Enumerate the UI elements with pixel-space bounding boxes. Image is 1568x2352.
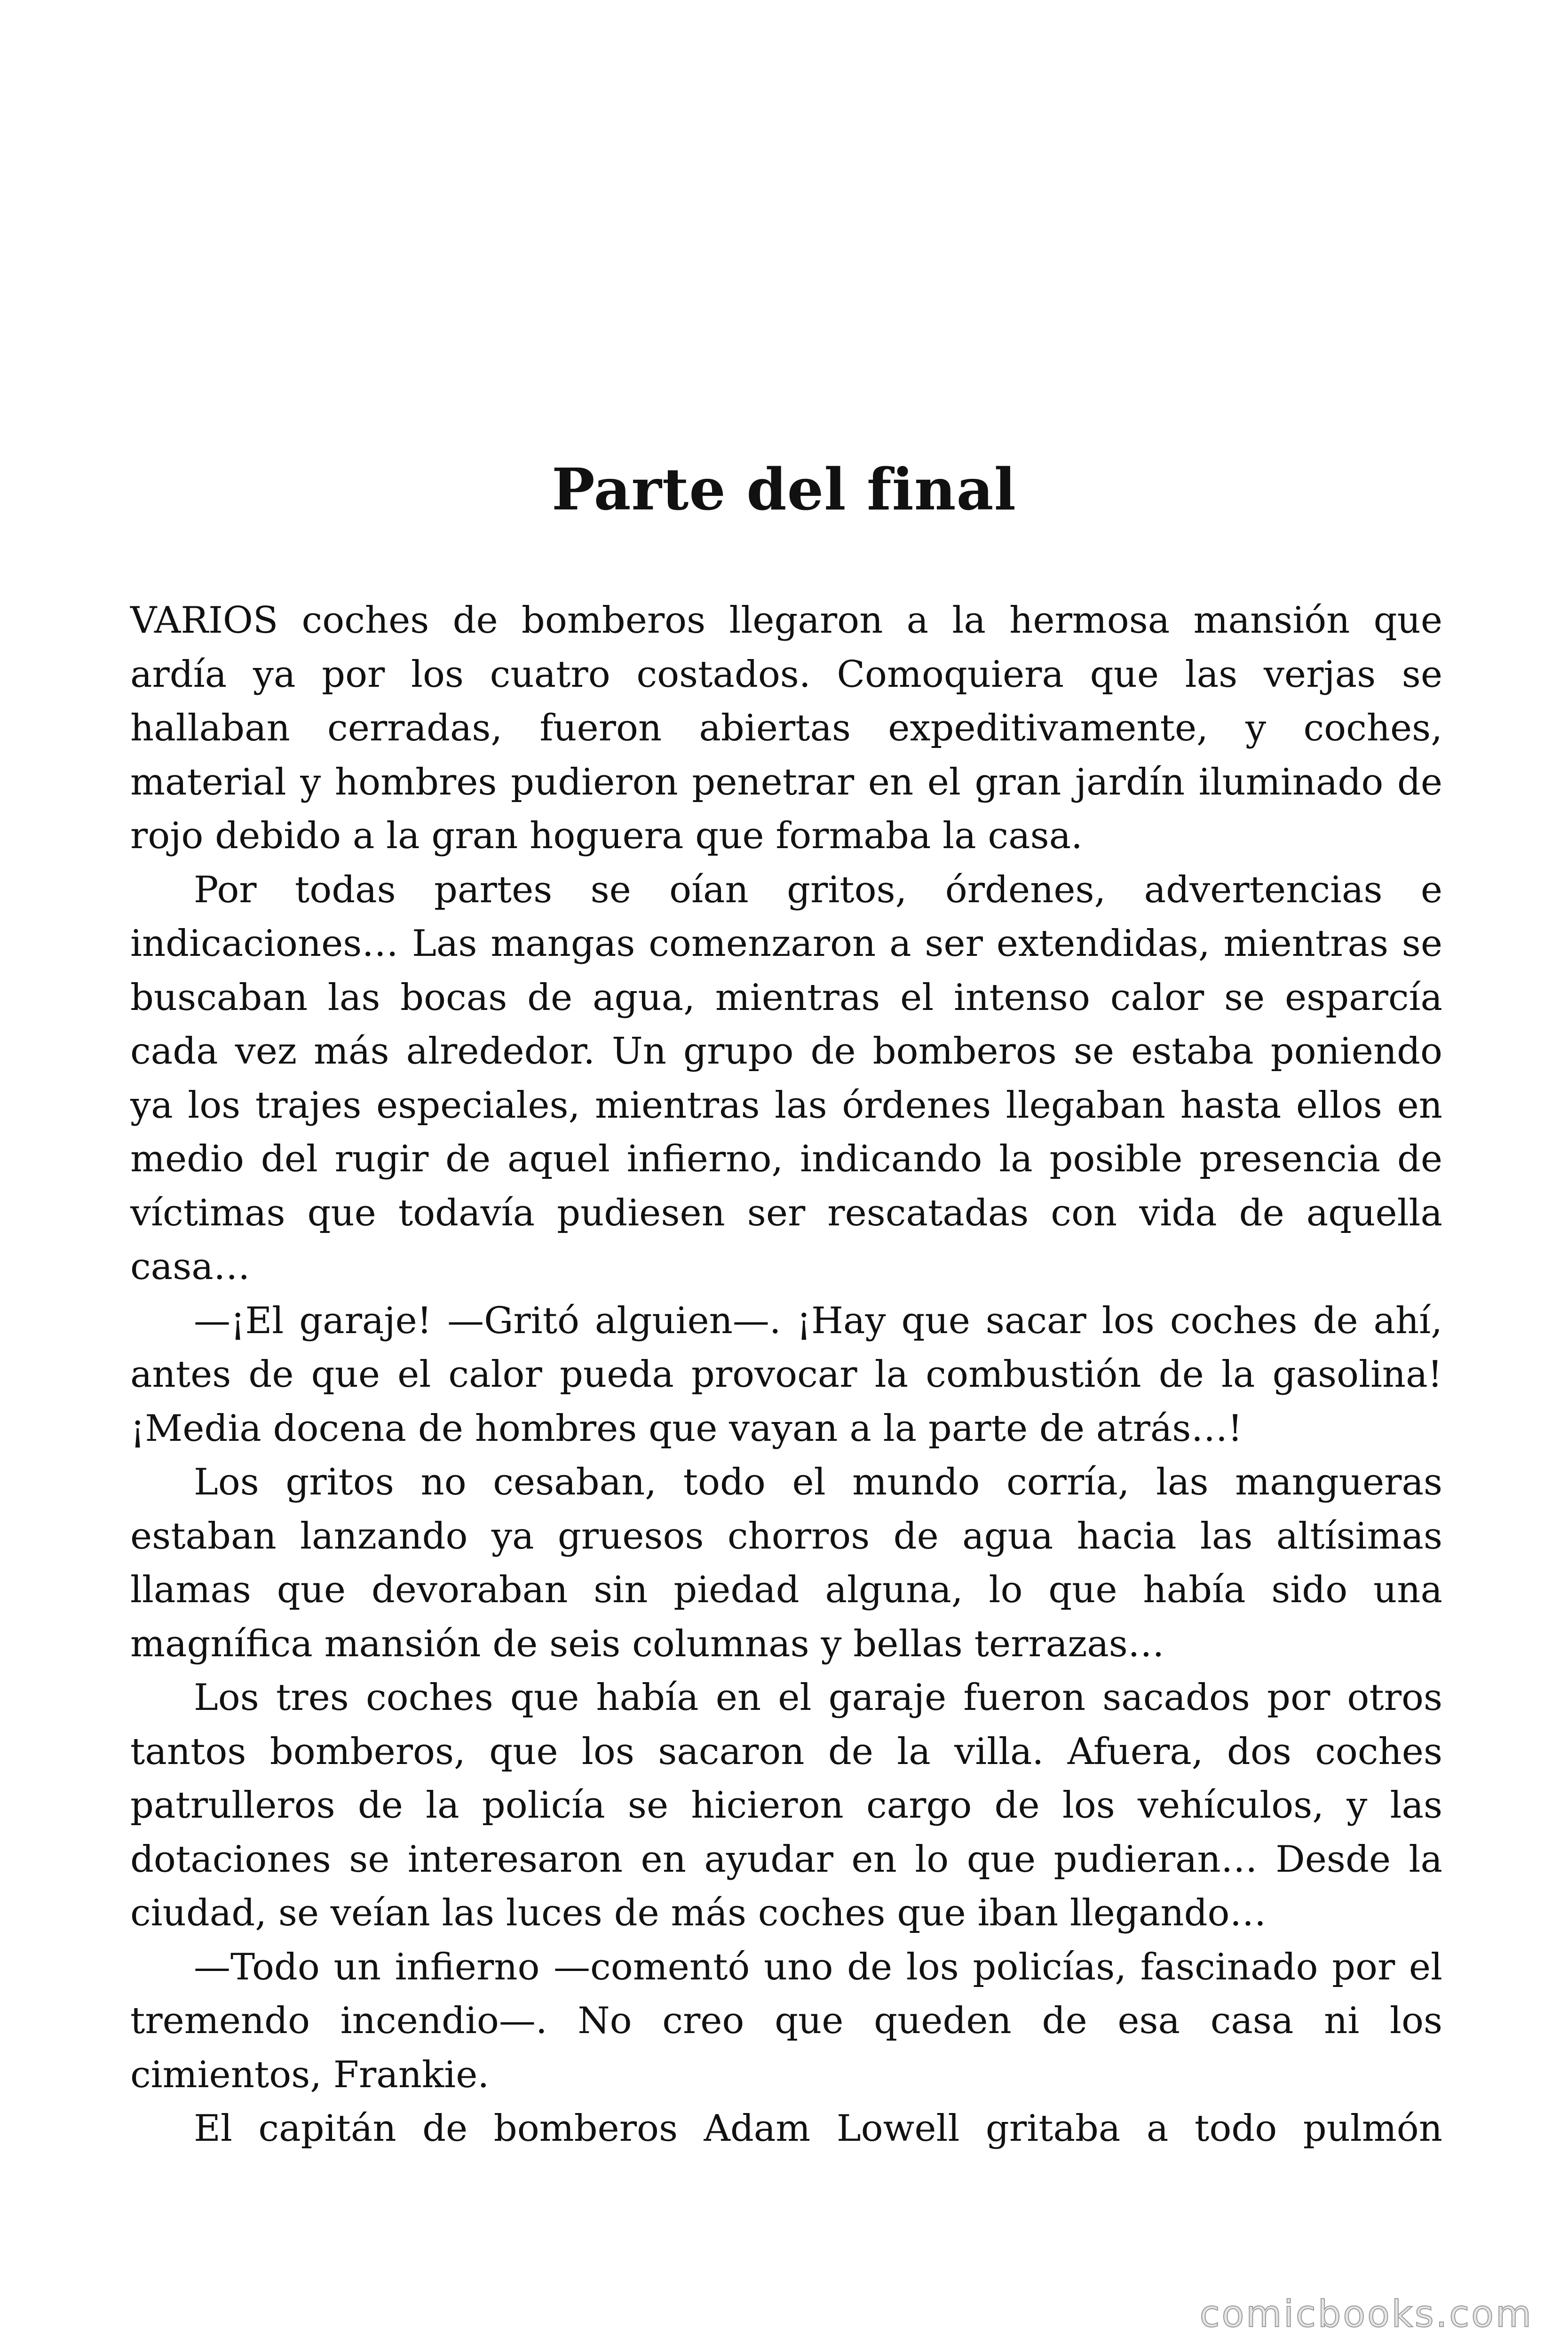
- paragraph: Por todas partes se oían gritos, órdenes, advertencias e indicaciones… Las mangas comenzaron a ser extendidas, mientras se buscaban las bocas de agua, mientras el intenso calor se esparcía cada vez más alrededor. Un grupo de bomberos se estaba poniendo ya los trajes especiales, mientras las órdenes llegaban hasta ellos en medio del rugir de aquel infierno, indicando la posible presencia de víctimas que todavía pudiesen ser rescatadas con vida de aquella casa…: [130, 868, 1442, 1288]
- paragraph: —Todo un infierno —comentó uno de los policías, fascinado por el tremendo incendio—. No creo que queden de esa casa ni los cimientos, Frankie.: [130, 1946, 1442, 2096]
- paragraph: Los gritos no cesaban, todo el mundo corría, las mangueras estaban lanzando ya gruesos chorros de agua hacia las altísimas llamas que devoraban sin piedad alguna, lo que había sido una magnífica mansión de seis columnas y bellas terrazas…: [130, 1461, 1442, 1665]
- chapter-title: Parte del final: [552, 455, 1016, 523]
- paragraph: VARIOS coches de bomberos llegaron a la hermosa mansión que ardía ya por los cuatro costados. Comoquiera que las verjas se hallaban cerradas, fueron abiertas expeditivamente, y coches, material y hombres pudieron penetrar en el gran jardín iluminado de rojo debido a la gran hoguera que formaba la casa.: [130, 599, 1442, 857]
- watermark: comicbooks.com: [1199, 2293, 1533, 2336]
- paragraph: El capitán de bomberos Adam Lowell gritaba a todo pulmón: [194, 2107, 1442, 2150]
- paragraph: —¡El garaje! —Gritó alguien—. ¡Hay que sacar los coches de ahí, antes de que el calor pueda provocar la combustión de la gasolina! ¡Media docena de hombres que vayan a la parte de atrás…!: [130, 1299, 1442, 1450]
- paragraph: Los tres coches que había en el garaje fueron sacados por otros tantos bomberos, que los sacaron de la villa. Afuera, dos coches patrulleros de la policía se hicieron cargo de los vehículos, y las dotaciones se interesaron en ayudar en lo que pudieran… Desde la ciudad, se veían las luces de más coches que iban llegando…: [130, 1677, 1442, 1934]
- body-text: [130, 594, 1442, 2156]
